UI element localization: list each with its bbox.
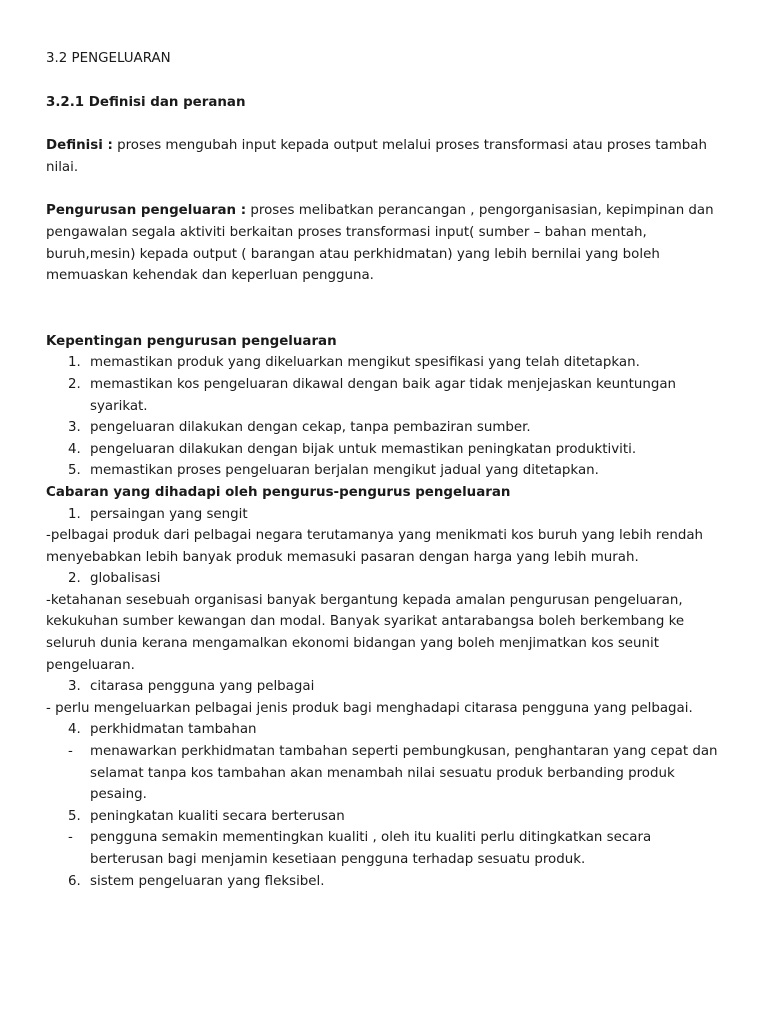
- list-item: [46, 352, 726, 374]
- challenge-item: [46, 504, 726, 526]
- challenge-item: [46, 871, 726, 893]
- challenge-dash-text: menawarkan perkhidmatan tambahan seperti pembungkusan, penghantaran yang cepat dan selamat tanpa kos tambahan akan menambah nilai sesuatu produk berbanding produk pesaing.: [90, 744, 718, 803]
- list-text: pengeluaran dilakukan dengan bijak untuk memastikan peningkatan produktiviti.: [90, 441, 637, 457]
- challenge-item: [46, 676, 726, 698]
- dash-marker: -: [68, 830, 73, 846]
- challenge-title: globalisasi: [90, 571, 161, 587]
- challenge-title: peningkatan kualiti secara berterusan: [90, 808, 345, 824]
- challenge-title: perkhidmatan tambahan: [90, 722, 257, 738]
- challenge-number: 3.: [68, 679, 81, 695]
- definition-text: proses mengubah input kepada output melalui proses transformasi atau proses tambah nilai.: [46, 138, 707, 175]
- section-title: 3.2 PENGELUARAN: [46, 51, 171, 66]
- management-paragraph: [46, 200, 726, 286]
- definition-label: Definisi :: [46, 138, 113, 154]
- challenge-dash-item: [46, 827, 726, 870]
- challenge-title: persaingan yang sengit: [90, 506, 248, 522]
- spacer: [46, 309, 726, 331]
- challenge-description: - perlu mengeluarkan pelbagai jenis produk bagi menghadapi citarasa pengguna yang pelbagai.: [46, 700, 693, 716]
- document-page: [46, 48, 726, 892]
- list-item: [46, 460, 726, 482]
- management-text: proses melibatkan perancangan , pengorganisasian, kepimpinan dan pengawalan segala aktiviti berkaitan proses transformasi input( sumber – bahan mentah, buruh,mesin) kepada output ( barangan atau perkhidmatan) yang lebih bernilai yang boleh memuaskan kehendak dan keperluan pengguna.: [46, 203, 714, 284]
- challenge-number: 4.: [68, 722, 81, 738]
- management-label: Pengurusan pengeluaran :: [46, 203, 247, 219]
- challenges-heading: Cabaran yang dihadapi oleh pengurus-pengurus pengeluaran: [46, 484, 511, 500]
- list-item: [46, 417, 726, 439]
- definition-paragraph: [46, 135, 726, 178]
- challenge-description: -ketahanan sesebuah organisasi banyak bergantung kepada amalan pengurusan pengeluaran, kekukuhan sumber kewangan dan modal. Banyak syarikat antarabangsa boleh berkembang ke seluruh dunia kerana mengamalkan ekonomi bidangan yang boleh menjimatkan kos seunit pengeluaran.: [46, 592, 685, 673]
- challenge-number: 2.: [68, 571, 81, 587]
- challenge-item: [46, 568, 726, 590]
- list-number: 4.: [68, 441, 81, 457]
- challenges-list: [46, 504, 726, 893]
- dash-marker: -: [68, 744, 73, 760]
- list-text: memastikan proses pengeluaran berjalan mengikut jadual yang ditetapkan.: [90, 463, 599, 479]
- challenge-number: 1.: [68, 506, 81, 522]
- challenge-item: [46, 806, 726, 828]
- list-text: pengeluaran dilakukan dengan cekap, tanpa pembaziran sumber.: [90, 420, 531, 436]
- list-text: memastikan kos pengeluaran dikawal dengan baik agar tidak menjejaskan keuntungan syarikat.: [90, 376, 677, 414]
- challenge-item: [46, 719, 726, 741]
- challenge-title: sistem pengeluaran yang fleksibel.: [90, 873, 325, 889]
- list-number: 3.: [68, 420, 81, 436]
- list-number: 2.: [68, 376, 81, 392]
- list-item: [46, 439, 726, 461]
- importance-list: [46, 352, 726, 482]
- list-number: 1.: [68, 355, 81, 371]
- challenge-number: 5.: [68, 808, 81, 824]
- list-number: 5.: [68, 463, 81, 479]
- subsection-title: 3.2.1 Definisi dan peranan: [46, 94, 246, 110]
- challenge-number: 6.: [68, 873, 81, 889]
- importance-heading: Kepentingan pengurusan pengeluaran: [46, 333, 337, 349]
- challenge-description: -pelbagai produk dari pelbagai negara terutamanya yang menikmati kos buruh yang lebih rendah menyebabkan lebih banyak produk memasuki pasaran dengan harga yang lebih murah.: [46, 528, 704, 565]
- challenge-title: citarasa pengguna yang pelbagai: [90, 679, 315, 695]
- list-item: [46, 374, 726, 417]
- list-text: memastikan produk yang dikeluarkan mengikut spesifikasi yang telah ditetapkan.: [90, 355, 640, 371]
- challenge-dash-text: pengguna semakin mementingkan kualiti , oleh itu kualiti perlu ditingkatkan secara berterusan bagi menjamin kesetiaan pengguna terhadap sesuatu produk.: [90, 830, 652, 867]
- challenge-dash-item: [46, 741, 726, 806]
